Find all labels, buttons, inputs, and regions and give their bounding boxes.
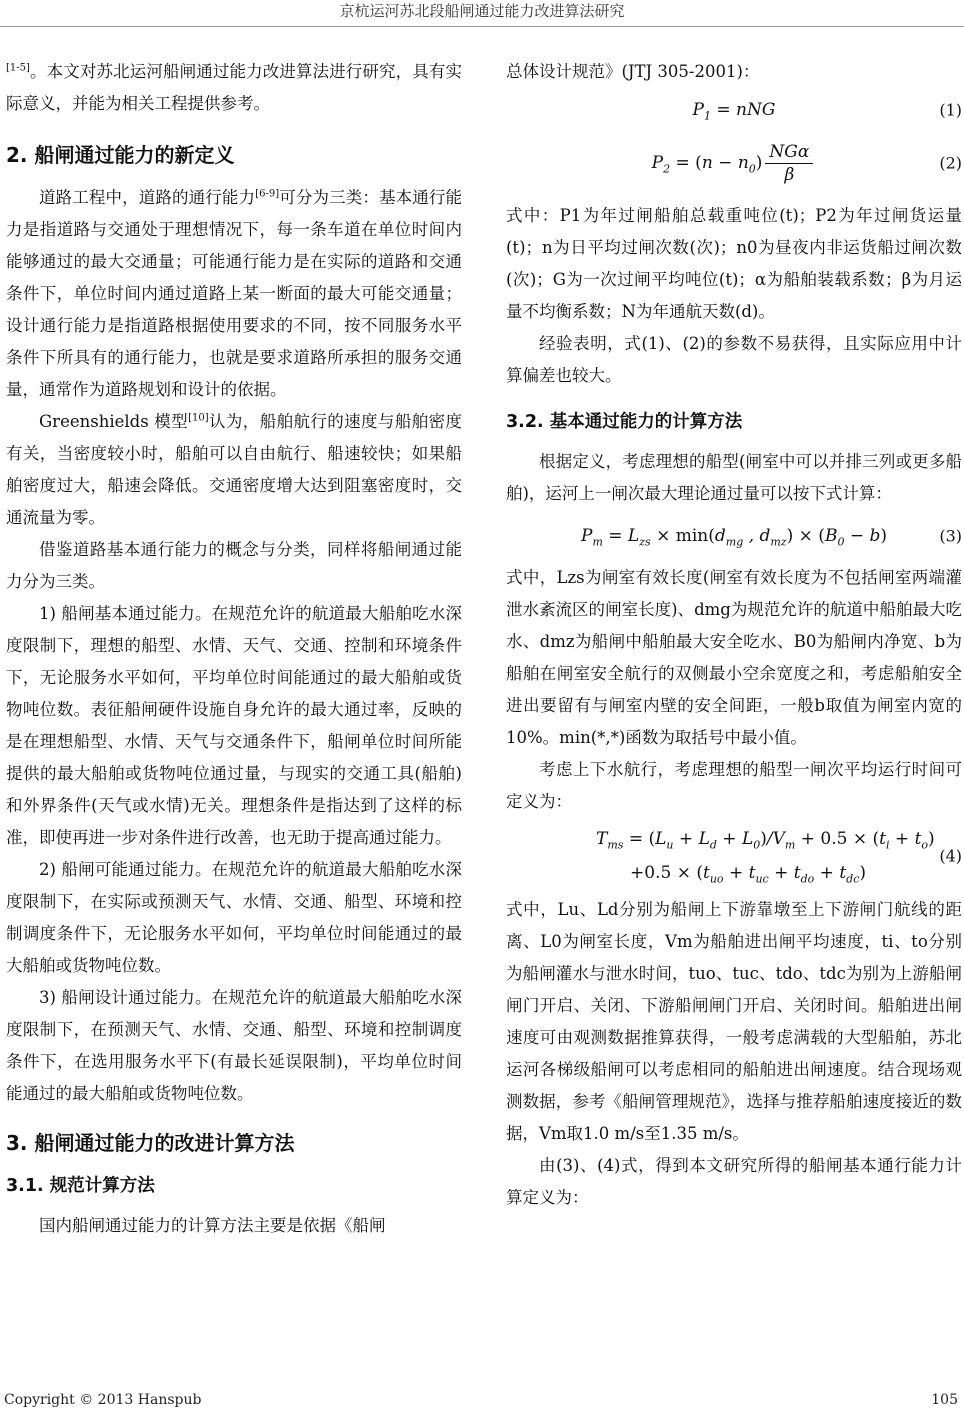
equation-4-number: (4): [939, 846, 962, 866]
running-time-paragraph: 考虑上下水航行，考虑理想的船型一闸次平均运行时间可定义为：: [506, 760, 962, 811]
left-column: [6, 56, 462, 1242]
equation-1-number: (1): [939, 100, 962, 120]
equation-3-definitions: 式中，Lzs为闸室有效长度(闸室有效长度为不包括闸室两端灌泄水紊流区的闸室长度)、dmg为规范允许的航道中船舶最大吃水、dmz为船闸中船舶最大安全吃水、B0为船闸内净宽、b为船舶在闸室安全航行的双侧最小空余宽度之和，考虑船舶安全进出要留有与闸室内壁的安全间距，一般b取值为闸室内宽的10%。min(*,*)函数为取括号中最小值。: [506, 568, 962, 747]
equation-1-2-definitions: 式中：P1为年过闸船舶总载重吨位(t)；P2为年过闸货运量(t)；n为日平均过闸次数(次)；n0为昼夜内非运货船过闸次数(次)；G为一次过闸平均吨位(t)；α为船舶装载系数；β为月运量不均衡系数；N为年通航天数(d)。: [506, 206, 962, 321]
road-capacity-paragraph: 道路工程中，道路的通行能力[6-9]可分为三类：基本通行能力是指道路与交通处于理想情况下，每一条车道在单位时间内能够通过的最大交通量；可能通行能力是在实际的道路和交通条件下，单位时间内通过道路上某一断面的最大可能交通量；设计通行能力是指道路根据使用要求的不同，按不同服务水平条件下所具有的通行能力，也就是要求道路所承担的服务交通量，通常作为道路规划和设计的依据。: [6, 188, 463, 399]
greenshields-paragraph: Greenshields 模型[10]认为，船舶航行的速度与船舶密度有关，当密度较小时，船舶可以自由航行、船速较快；如果船舶密度过大，船速会降低。交通密度增大达到阻塞密度时，交通流量为零。: [6, 412, 462, 527]
equation-4: $T_{ms} = (L_u + L_d + L_0)/V_m + 0.5 \times (t_i + t_o)$ $+0.5 \times (t_{uo} + t_{uc} + t_{do} + t_{dc})$ (4): [596, 829, 962, 886]
page-footer: [0, 1390, 964, 1414]
design-capacity-paragraph: 3) 船闸设计通过能力。在规范允许的航道最大船舶吃水深度限制下，在预测天气、水情、交通、船型、环境和控制调度条件下，在选用服务水平下(有最长延误限制)，平均单位时间能通过的最大船舶或货物吨位数。: [6, 988, 462, 1103]
page-number: 105: [931, 1392, 958, 1408]
section-3-2-heading: 3.2. 基本通过能力的计算方法: [506, 412, 743, 432]
right-column: [506, 56, 962, 1214]
equation-2-number: (2): [939, 153, 962, 173]
section-3-heading: 3. 船闸通过能力的改进计算方法: [6, 1131, 295, 1155]
running-header: [0, 0, 964, 27]
basic-capacity-paragraph: 1) 船闸基本通过能力。在规范允许的航道最大船舶吃水深度限制下，理想的船型、水情、天气、交通、控制和环境条件下，无论服务水平如何，平均单位时间能通过的最大船舶或货物吨位数。表征船闸硬件设施自身允许的最大通过率，反映的是在理想船型、水情、天气与交通条件下，船闸单位时间所能提供的最大船舶或货物吨位通过量，与现实的交通工具(船舶)和外界条件(天气或水情)无关。理想条件是指达到了这样的标准，即使再进一步对条件进行改善，也无助于提高通过能力。: [6, 604, 462, 847]
possible-capacity-paragraph: 2) 船闸可能通过能力。在规范允许的航道最大船舶吃水深度限制下，在实际或预测天气、水情、交通、船型、环境和控制调度条件下，无论服务水平如何，平均单位时间能通过的最大船舶或货物吨位数。: [6, 860, 462, 975]
equation-3: $P_m = L_{zs} \times \min(d_{mg}$ , $d_{mz}) \times (B_0 - b)$ (3): [580, 526, 962, 549]
standard-method-paragraph: 国内船闸通过能力的计算方法主要是依据《船闸: [39, 1216, 386, 1235]
intro-paragraph-tail: [1-5]。本文对苏北运河船闸通过能力改进算法进行研究，具有实际意义，并能为相关工程提供参考。: [6, 62, 462, 113]
classification-paragraph: 借鉴道路基本通行能力的概念与分类，同样将船闸通过能力分为三类。: [6, 540, 462, 591]
ideal-ship-paragraph: 根据定义，考虑理想的船型(闸室中可以并排三列或更多船舶)，运河上一闸次最大理论通过量可以按下式计算：: [506, 452, 962, 503]
equation-2: $P_2 = (n - n_0)$ $\frac{\text{NGα}}{\beta}$ (2): [651, 141, 962, 185]
running-title: 京杭运河苏北段船闸通过能力改进算法研究: [339, 2, 625, 20]
equation-4-definitions: 式中，Lu、Ld分别为船闸上下游靠墩至上下游闸门航线的距离、L0为闸室长度，Vm为船舶进出闸平均速度，ti、to分别为船闸灌水与泄水时间，tuo、tuc、tdo、tdc为别为上游船闸闸门开启、关闭、下游船闸闸门开启、关闭时间。船舶进出闸速度可由观测数据推算获得，一般考虑满载的大型船舶，苏北运河各梯级船闸可以考虑相同的船舶进出闸速度。结合现场观测数据，参考《船闸管理规范》，选择与推荐船舶速度接近的数据，Vm取1.0 m/s至1.35 m/s。: [506, 900, 962, 1143]
copyright-text: Copyright © 2013 Hanspub: [4, 1392, 202, 1408]
experience-paragraph: 经验表明，式(1)、(2)的参数不易获得，且实际应用中计算偏差也较大。: [506, 334, 962, 385]
conclusion-paragraph: 由(3)、(4)式，得到本文研究所得的船闸基本通行能力计算定义为：: [506, 1156, 962, 1207]
section-3-1-heading: 3.1. 规范计算方法: [6, 1176, 155, 1196]
standard-reference-paragraph: 总体设计规范》(JTJ 305-2001)：: [506, 62, 760, 81]
section-2-heading: 2. 船闸通过能力的新定义: [6, 143, 235, 167]
equation-3-number: (3): [939, 526, 962, 546]
equation-1: $P_1$ = nNG (1): [692, 100, 962, 123]
